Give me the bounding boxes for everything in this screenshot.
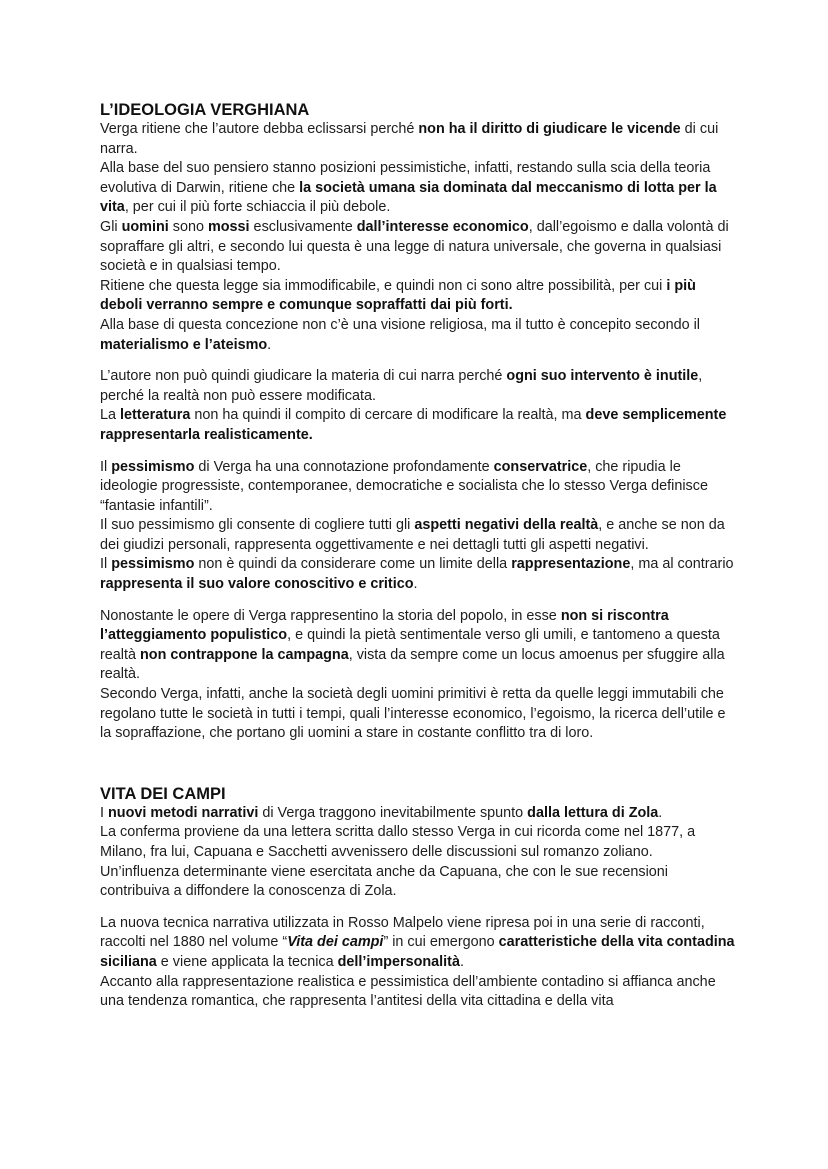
text-run: Un’influenza determinante viene esercitata anche da Capuana, che con le sue recensioni contribuiva a diffondere la conoscenza di Zola. — [100, 863, 668, 900]
document-body — [100, 100, 740, 1012]
bold-text: non contrappone la campagna — [140, 646, 349, 663]
text-run: Il — [100, 458, 112, 475]
section-title: VITA DEI CAMPI — [100, 784, 226, 803]
paragraph — [100, 607, 740, 685]
text-run: Alla base del suo pensiero stanno posizioni pessimistiche, infatti, restando sulla scia della teoria evolutiva di Darwin, ritiene che — [100, 160, 711, 196]
text-run: di Verga ha una connotazione profondamente — [194, 458, 494, 475]
paragraph-spacer — [100, 355, 740, 367]
paragraph — [100, 804, 740, 824]
text-run: Gli — [100, 218, 122, 235]
text-run: sono — [168, 218, 208, 235]
text-run: , per cui il più forte schiaccia il più debole. — [124, 199, 391, 216]
paragraph — [100, 555, 740, 594]
bold-text: ogni suo intervento è inutile — [506, 368, 699, 385]
bold-text: uomini — [121, 218, 169, 235]
text-run: Ritiene che questa legge sia immodificabile, e quindi non ci sono altre possibilità, per cui — [100, 277, 667, 294]
text-run: , che ripudia le ideologie progressiste, contemporanee, democratiche e socialista che lo stesso Verga definisce “fantasie infantili”. — [100, 458, 708, 514]
bold-text: pessimismo — [111, 458, 195, 475]
text-run: I — [100, 804, 108, 821]
bold-text: mossi — [207, 218, 250, 235]
text-run: , vista da sempre come un locus amoenus per sfuggire alla realtà. — [100, 646, 725, 683]
text-run: Verga ritiene che l’autore debba eclissarsi perché — [100, 121, 419, 137]
text-run: Il suo pessimismo gli consente di cogliere tutti gli — [100, 517, 415, 534]
text-run: , perché la realtà non può essere modificata. — [100, 368, 703, 404]
paragraph — [100, 120, 740, 159]
paragraph — [100, 973, 740, 1012]
text-run: di cui narra. — [100, 121, 719, 157]
paragraph — [100, 159, 740, 218]
paragraph — [100, 218, 740, 277]
bold-italic-title: Vita dei campi — [287, 934, 384, 951]
text-run: , ma al contrario — [630, 556, 734, 573]
text-run: La nuova tecnica narrativa utilizzata in Rosso Malpelo viene ripresa poi in una serie di racconti, raccolti nel 1880 nel volume “ — [100, 914, 705, 951]
paragraph-spacer — [100, 902, 740, 914]
paragraph — [100, 316, 740, 355]
text-run: , e anche se non da dei giudizi personali, rappresenta oggettivamente e nei dettagli tutti gli aspetti negativi. — [100, 517, 725, 553]
text-run: La — [100, 407, 121, 424]
paragraph — [100, 685, 740, 744]
text-run: . — [413, 576, 418, 593]
bold-text: i più deboli verranno sempre e comunque sopraffatti dai più forti. — [100, 277, 696, 314]
bold-text: dalla lettura di Zola — [527, 804, 659, 821]
paragraph — [100, 367, 740, 406]
paragraph — [100, 406, 740, 445]
bold-text: deve semplicemente rappresentarla realisticamente. — [100, 407, 727, 443]
bold-text: caratteristiche della vita contadina siciliana — [100, 934, 735, 970]
paragraph — [100, 914, 740, 973]
text-run: Accanto alla rappresentazione realistica e pessimistica dell’ambiente contadino si affianca anche una tendenza romantica, che rappresenta l’antitesi della vita cittadina e della vita — [100, 973, 716, 1010]
text-run: . — [267, 336, 272, 353]
bold-text: nuovi metodi narrativi — [108, 804, 259, 821]
bold-text: conservatrice — [493, 458, 588, 475]
bold-text: non si riscontra l’atteggiamento populistico — [100, 607, 669, 644]
paragraph — [100, 277, 740, 316]
bold-text: rappresentazione — [511, 556, 631, 573]
section-spacer — [100, 744, 740, 784]
paragraph — [100, 823, 740, 862]
bold-text: la società umana sia dominata dal meccanismo di lotta per la vita — [100, 179, 717, 216]
bold-text: rappresenta il suo valore conoscitivo e critico — [100, 576, 414, 593]
text-run: , e quindi la pietà sentimentale verso gli umili, e tantomeno a questa realtà — [100, 627, 720, 663]
bold-text: dell’impersonalità — [337, 953, 460, 970]
text-run: , dall’egoismo e dalla volontà di sopraffare gli altri, e secondo lui questa è una legge di natura universale, che governa in qualsiasi società e in qualsiasi tempo. — [100, 218, 729, 275]
bold-text: aspetti negativi della realtà — [414, 517, 599, 534]
text-run: non è quindi da considerare come un limite della — [194, 556, 512, 573]
bold-text: non ha il diritto di giudicare le vicende — [418, 121, 681, 137]
text-run: esclusivamente — [249, 218, 357, 235]
paragraph-spacer — [100, 595, 740, 607]
text-run: di Verga traggono inevitabilmente spunto — [258, 804, 528, 821]
text-run: ” in cui emergono — [383, 934, 499, 951]
text-run: non ha quindi il compito di cercare di modificare la realtà, ma — [190, 407, 586, 424]
text-run: . — [459, 953, 464, 970]
paragraph-spacer — [100, 446, 740, 458]
bold-text: materialismo e l’ateismo — [100, 336, 268, 353]
text-run: L’autore non può quindi giudicare la materia di cui narra perché — [100, 368, 507, 385]
bold-text: dall’interesse economico — [356, 218, 529, 235]
text-run: Alla base di questa concezione non c’è una visione religiosa, ma il tutto è concepito secondo il — [100, 316, 700, 333]
section-title: L’IDEOLOGIA VERGHIANA — [100, 101, 310, 119]
paragraph — [100, 516, 740, 555]
paragraph — [100, 458, 740, 517]
bold-text: letteratura — [120, 407, 191, 424]
paragraph — [100, 863, 740, 902]
text-run: Nonostante le opere di Verga rappresentino la storia del popolo, in esse — [100, 607, 561, 624]
bold-text: pessimismo — [111, 556, 195, 573]
text-run: Secondo Verga, infatti, anche la società degli uomini primitivi è retta da quelle leggi immutabili che regolano tutte le società in tutti i tempi, quali l’interesse economico, l’egoismo, la ricerca dell’utile e la sopraffazione, che portano gli uomini a stare in costante conflitto tra di loro. — [100, 686, 726, 742]
text-run: . — [658, 804, 663, 821]
text-run: Il — [100, 556, 112, 573]
text-run: e viene applicata la tecnica — [156, 953, 338, 970]
text-run: La conferma proviene da una lettera scritta dallo stesso Verga in cui ricorda come nel 1877, a Milano, fra lui, Capuana e Sacchetti avvenissero delle discussioni sul romanzo zoliano. — [100, 824, 696, 860]
